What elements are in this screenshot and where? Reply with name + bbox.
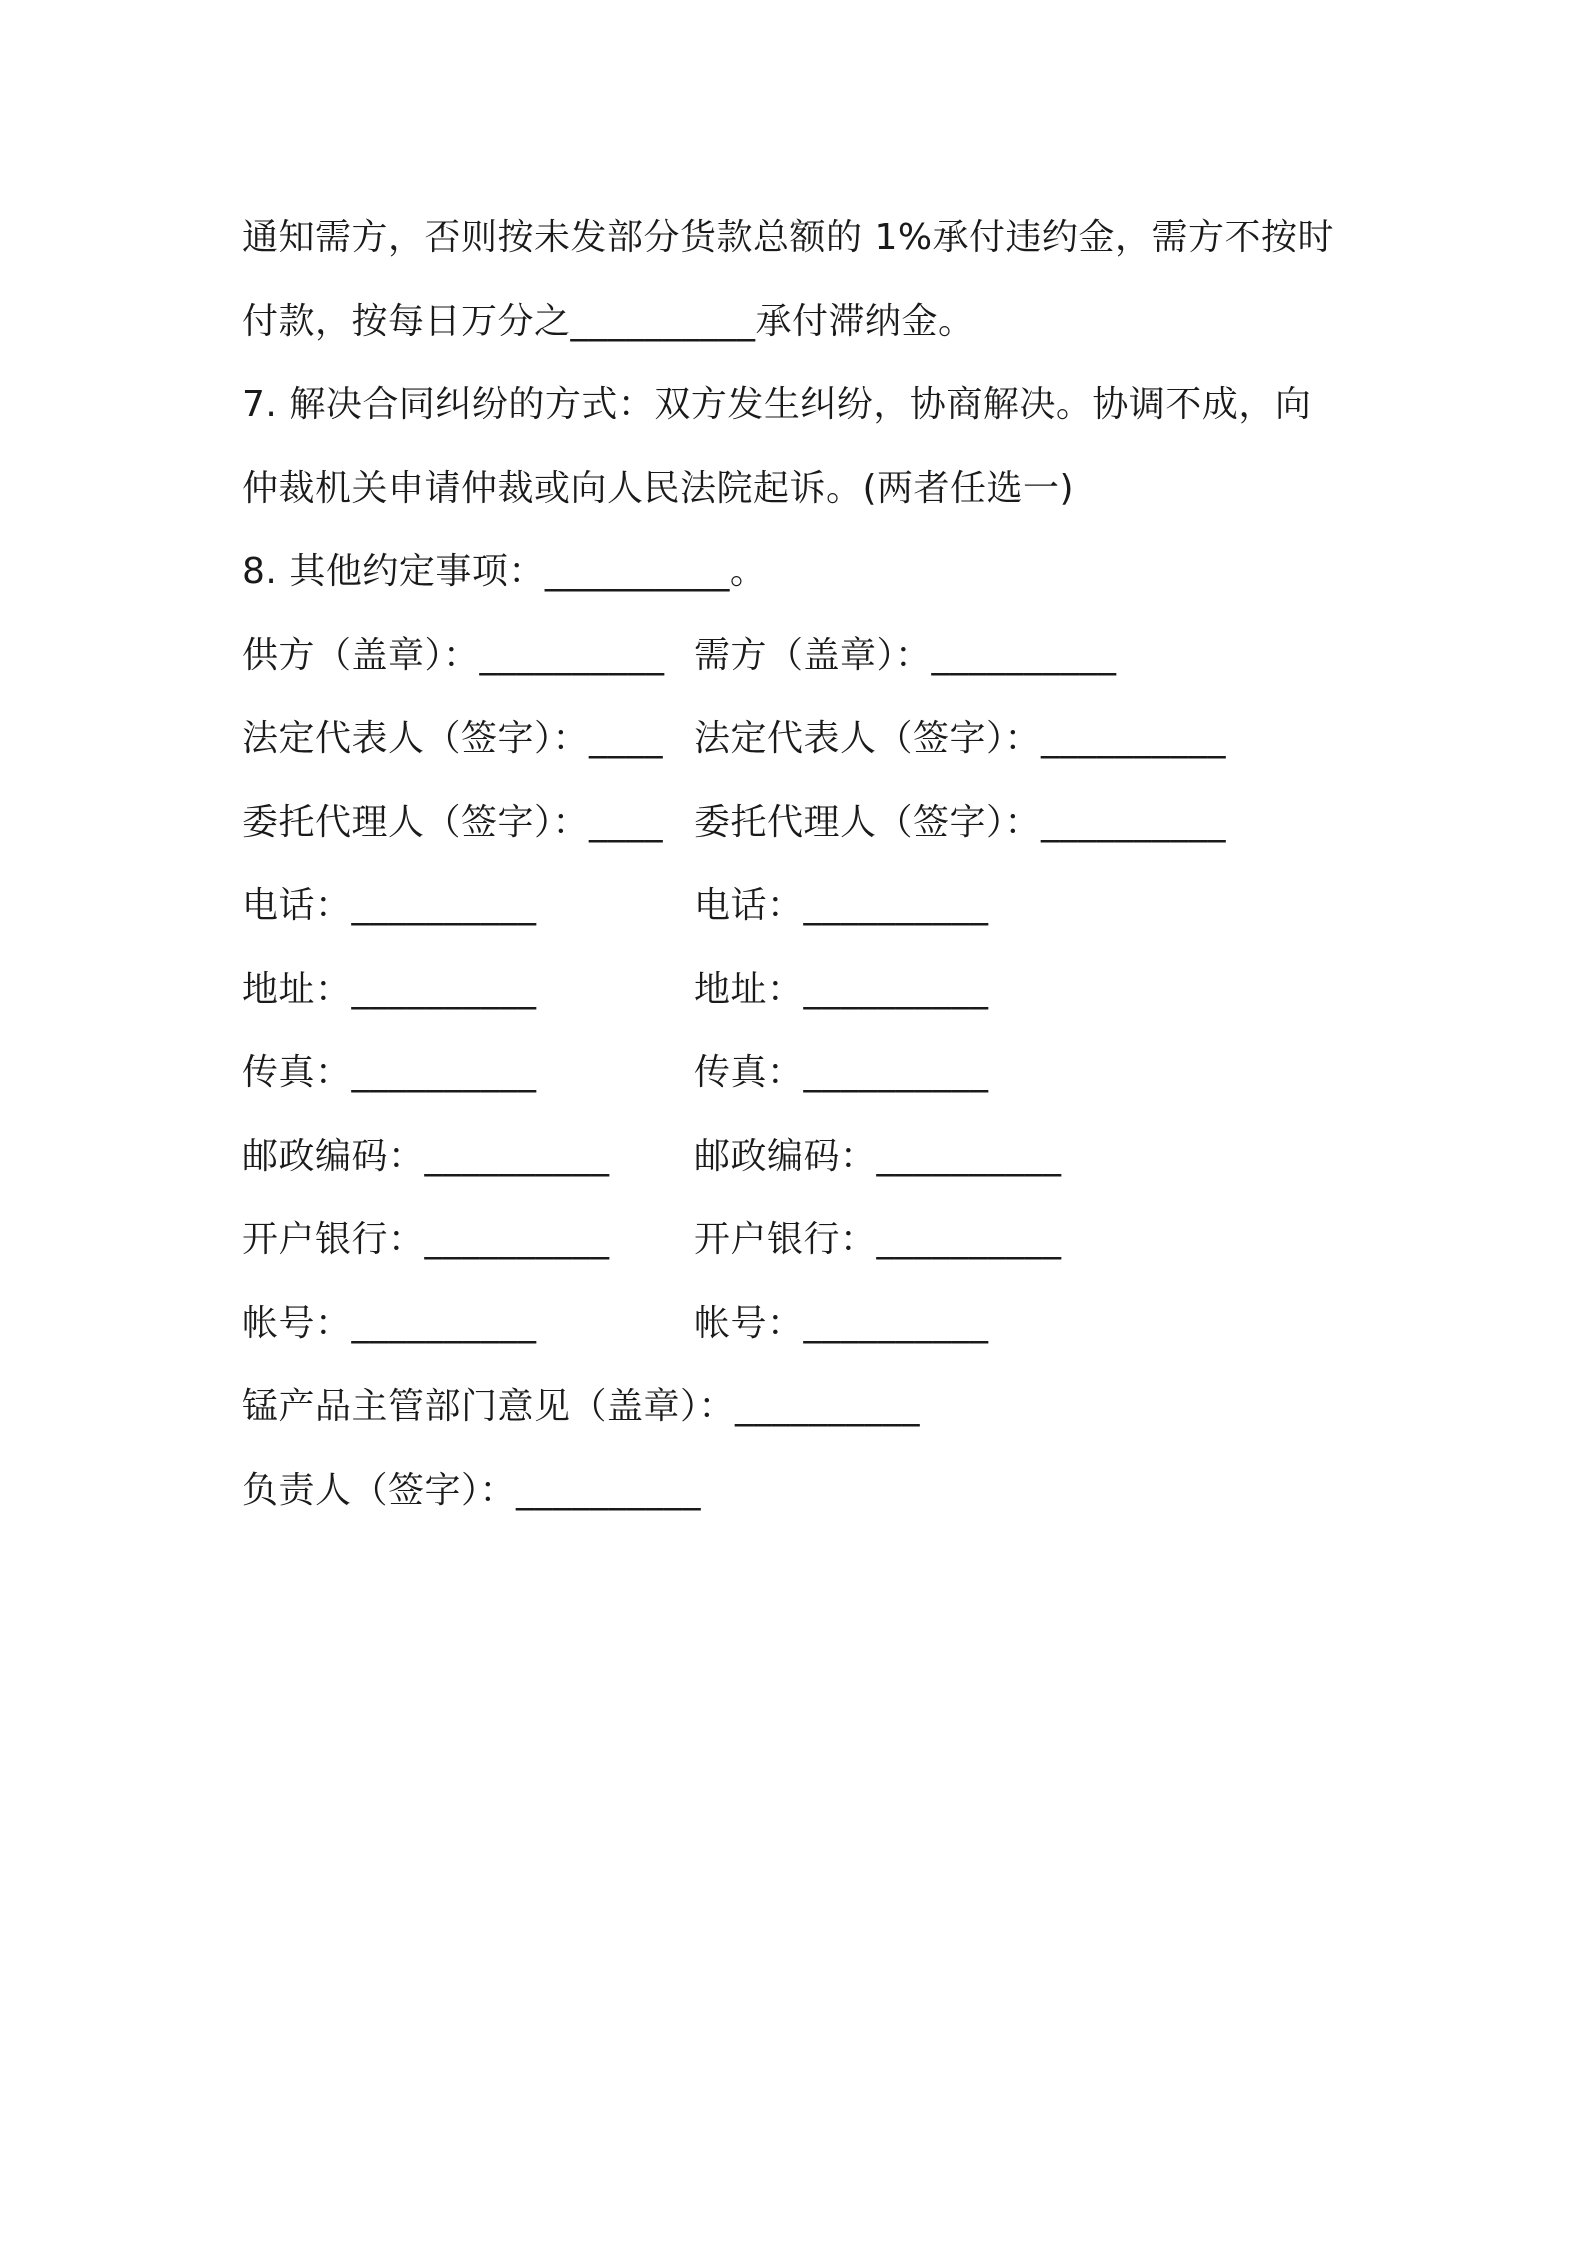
clause-8-line (242, 530, 1362, 614)
clause-number: 8. (242, 551, 278, 592)
buyer-seal-field: 需方（盖章）：__________ (694, 634, 1117, 676)
buyer-phone-field: 电话：__________ (694, 885, 989, 926)
supplier-seal-field: 供方（盖章）：__________ (242, 634, 665, 676)
clause-text: 解决合同纠纷的方式：双方发生纠纷，协商解决。协调不成，向 (289, 384, 1312, 425)
signature-row-legal-rep (242, 697, 1362, 781)
buyer-address-field: 地址：__________ (694, 968, 989, 1010)
supplier-postcode-field: 邮政编码：__________ (242, 1135, 610, 1177)
supplier-phone-field: 电话：__________ (242, 885, 537, 926)
paragraph-line: 通知需方，否则按未发部分货款总额的 1%承付违约金，需方不按时 (242, 217, 1335, 258)
signature-row-fax (242, 1031, 1362, 1115)
clause-7-line-1 (242, 363, 1362, 447)
clause-text: 其他约定事项：__________。 (289, 551, 767, 592)
signature-row-bank (242, 1198, 1362, 1282)
document-content (242, 196, 1362, 1532)
signature-row-address (242, 948, 1362, 1032)
authority-responsible-field: 负责人（签字）：__________ (242, 1469, 702, 1511)
buyer-legal-rep-field: 法定代表人（签字）：__________ (694, 718, 1227, 759)
supplier-bank-field: 开户银行：__________ (242, 1219, 610, 1260)
buyer-account-field: 帐号：__________ (694, 1302, 989, 1344)
signature-row-account (242, 1282, 1362, 1366)
authority-opinion-field: 锰产品主管部门意见（盖章）：__________ (242, 1386, 921, 1427)
supplier-fax-field: 传真：__________ (242, 1052, 537, 1093)
supplier-agent-field: 委托代理人（签字）：____ (242, 801, 664, 843)
clause-number: 7. (242, 384, 278, 425)
buyer-postcode-field: 邮政编码：__________ (694, 1135, 1062, 1177)
buyer-fax-field: 传真：__________ (694, 1052, 989, 1093)
clause-7-line-2: 仲裁机关申请仲裁或向人民法院起诉。(两者任选一) (242, 467, 1075, 509)
paragraph-line: 付款，按每日万分之__________承付滞纳金。 (242, 300, 975, 342)
signature-row-postcode (242, 1115, 1362, 1199)
buyer-bank-field: 开户银行：__________ (694, 1219, 1062, 1260)
supplier-legal-rep-field: 法定代表人（签字）：____ (242, 718, 664, 759)
signature-row-agent (242, 781, 1362, 865)
signature-row-seal (242, 614, 1362, 698)
signature-row-phone (242, 864, 1362, 948)
supplier-address-field: 地址：__________ (242, 968, 537, 1010)
buyer-agent-field: 委托代理人（签字）：__________ (694, 801, 1227, 843)
supplier-account-field: 帐号：__________ (242, 1302, 537, 1344)
